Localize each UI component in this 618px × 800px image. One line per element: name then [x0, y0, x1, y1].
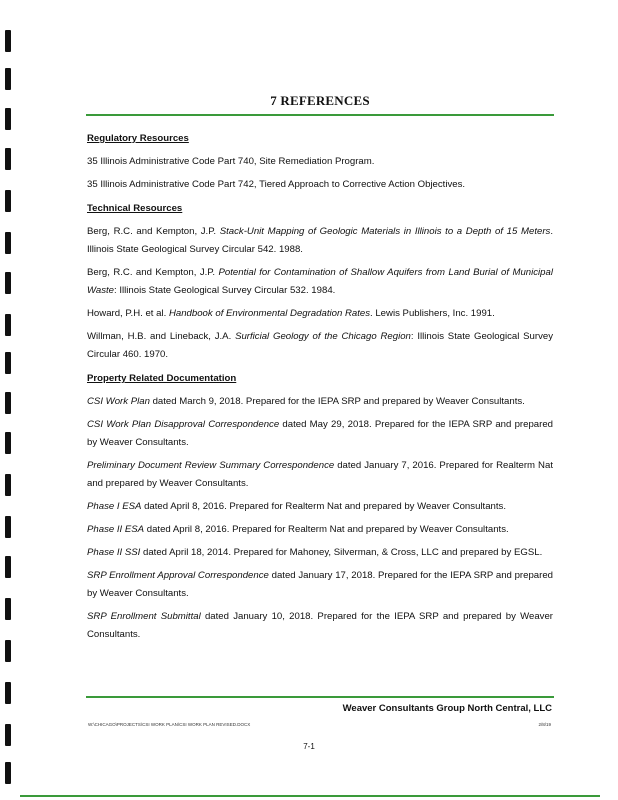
binder-hole	[5, 232, 11, 254]
reference-title: Stack-Unit Mapping of Geologic Materials in Illinois to a Depth of 15 Meters	[219, 226, 551, 237]
binder-hole	[5, 516, 11, 538]
section-heading: Technical Resources	[87, 203, 183, 214]
reference-text: dated January 17, 2018. Prepared for the IEPA SRP and prepared by Weaver Consultants.	[87, 570, 553, 599]
reference-text: Willman, H.B. and Lineback, J.A.	[87, 331, 236, 342]
binder-hole	[5, 474, 11, 496]
bottom-rule	[20, 795, 600, 797]
reference-entry	[87, 153, 553, 171]
reference-entry	[87, 223, 553, 259]
reference-text: : Illinois State Geological Survey Circular 460. 1970.	[87, 331, 554, 360]
reference-entry	[87, 176, 553, 194]
binder-hole	[5, 762, 11, 784]
reference-title: Phase I ESA	[87, 501, 142, 512]
reference-text: dated March 9, 2018. Prepared for the IEPA SRP and prepared by Weaver Consultants.	[149, 396, 525, 407]
reference-title: Phase II SSI	[87, 547, 141, 558]
reference-text: dated January 10, 2018. Prepared for the IEPA SRP and prepared by Weaver Consultants.	[87, 611, 553, 640]
reference-title: SRP Enrollment Approval Correspondence	[87, 570, 269, 581]
reference-entry	[87, 305, 553, 323]
reference-text: 35 Illinois Administrative Code Part 742, Tiered Approach to Corrective Action Objectives.	[87, 179, 466, 190]
reference-title: Preliminary Document Review Summary Correspondence	[87, 460, 335, 471]
reference-entry	[87, 393, 553, 411]
binder-hole	[5, 272, 11, 294]
reference-text: 35 Illinois Administrative Code Part 740, Site Remediation Program.	[87, 156, 375, 167]
title-rule	[86, 114, 554, 116]
reference-title: CSI Work Plan Disapproval Correspondence	[87, 419, 280, 430]
section-heading: Property Related Documentation	[87, 373, 237, 384]
reference-title: Potential for Contamination of Shallow Aquifers from Land Burial of Municipal Waste	[87, 267, 553, 296]
reference-text: : Illinois State Geological Survey Circular 532. 1984.	[114, 285, 336, 296]
reference-title: Surficial Geology of the Chicago Region	[235, 331, 411, 342]
reference-entry	[87, 264, 553, 300]
footer-date: 2/8/19	[538, 722, 551, 727]
reference-text: dated April 8, 2016. Prepared for Realterm Nat and prepared by Weaver Consultants.	[144, 524, 509, 535]
reference-text: Berg, R.C. and Kempton, J.P.	[87, 267, 219, 278]
binder-hole	[5, 30, 11, 52]
reference-text: Berg, R.C. and Kempton, J.P.	[87, 226, 220, 237]
reference-entry	[87, 608, 553, 644]
reference-text: dated January 7, 2016. Prepared for Realterm Nat and prepared by Weaver Consultants.	[87, 460, 553, 489]
footer-rule	[86, 696, 554, 698]
reference-entry	[87, 544, 553, 562]
binder-hole	[5, 556, 11, 578]
binder-hole	[5, 640, 11, 662]
reference-entry	[87, 328, 553, 364]
reference-entry	[87, 498, 553, 516]
reference-text: dated May 29, 2018. Prepared for the IEPA SRP and prepared by Weaver Consultants.	[87, 419, 553, 448]
page-number: 7-1	[303, 742, 315, 751]
footer-company: Weaver Consultants Group North Central, LLC	[342, 703, 552, 714]
reference-text: . Lewis Publishers, Inc. 1991.	[370, 308, 495, 319]
reference-title: Phase II ESA	[87, 524, 145, 535]
reference-text: dated April 18, 2014. Prepared for Mahoney, Silverman, & Cross, LLC and prepared by EGSL.	[140, 547, 543, 558]
reference-entry	[87, 457, 553, 493]
binder-hole	[5, 108, 11, 130]
reference-entry	[87, 521, 553, 539]
reference-title: Handbook of Environmental Degradation Rates	[168, 308, 371, 319]
binder-hole	[5, 148, 11, 170]
page-title: 7 REFERENCES	[270, 93, 370, 108]
binder-hole	[5, 352, 11, 374]
binder-hole	[5, 432, 11, 454]
reference-entry	[87, 567, 553, 603]
reference-title: CSI Work Plan	[87, 396, 150, 407]
reference-title: SRP Enrollment Submittal	[87, 611, 201, 622]
binder-hole	[5, 314, 11, 336]
binder-hole	[5, 598, 11, 620]
references-content	[87, 124, 553, 649]
reference-entry	[87, 416, 553, 452]
binder-holes	[5, 0, 15, 800]
reference-text: dated April 8, 2016. Prepared for Realterm Nat and prepared by Weaver Consultants.	[141, 501, 506, 512]
section-heading: Regulatory Resources	[87, 133, 189, 144]
binder-hole	[5, 392, 11, 414]
binder-hole	[5, 682, 11, 704]
footer-file-path: W:\CHICAGO\PROJECTS\CSI WORK PLAN\CSI WORK PLAN REVISED.DOCX	[88, 722, 251, 727]
binder-hole	[5, 68, 11, 90]
binder-hole	[5, 190, 11, 212]
reference-text: Howard, P.H. et al.	[87, 308, 169, 319]
reference-text: . Illinois State Geological Survey Circular 542. 1988.	[87, 226, 553, 255]
